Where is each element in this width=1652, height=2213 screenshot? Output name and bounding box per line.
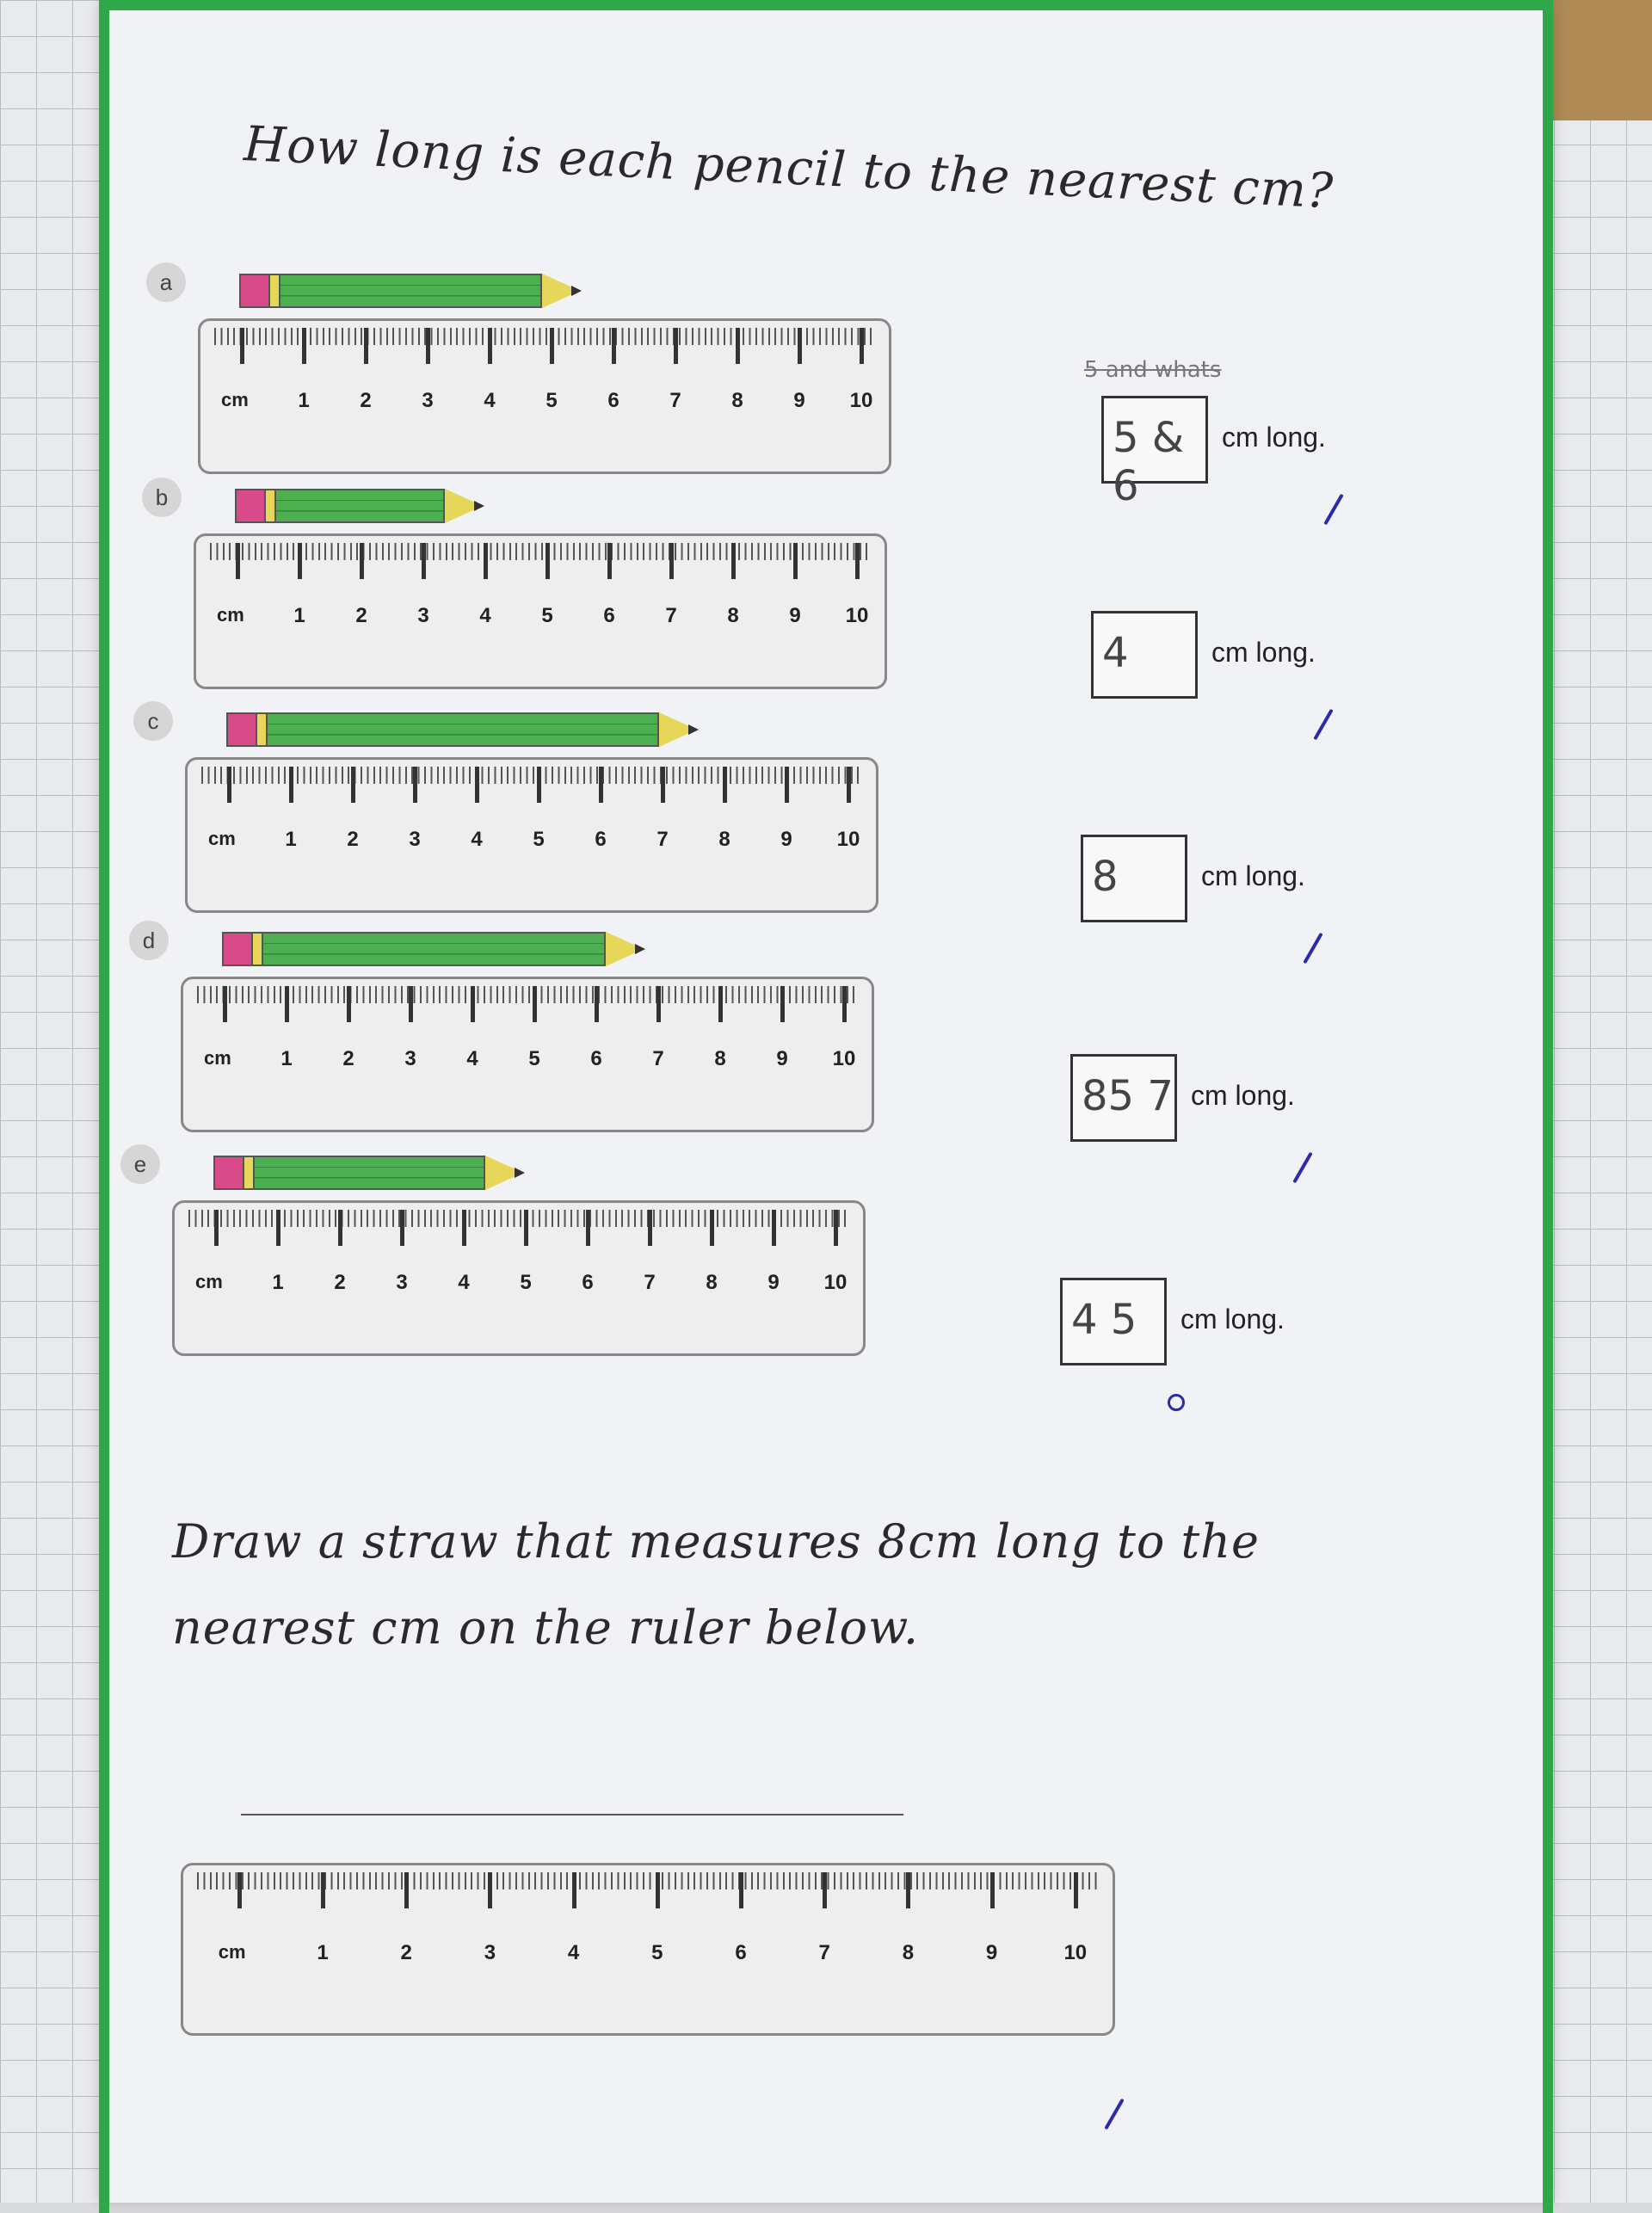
ruler-cm-tick [842,986,847,1022]
pencil-ferrule [270,274,279,308]
ruler-unit-label: cm [204,1046,231,1069]
ruler-number-label: 1 [293,603,305,627]
pencil-body [279,274,542,308]
ruler-number-label: 1 [317,1940,329,1964]
ruler-number-label: 6 [603,603,615,627]
ruler-cm-tick [1074,1872,1078,1908]
pencil-eraser [235,489,266,523]
handwritten-answer: 85 7 [1082,1072,1174,1120]
ruler-cm-tick [488,1872,492,1908]
answer-box-a[interactable] [1101,396,1208,510]
pencil-eraser [226,712,257,747]
ruler-cm-tick [798,328,802,364]
pencil-ferrule [253,932,262,966]
ruler-number-label: 8 [714,1046,726,1070]
ruler-b [194,533,887,689]
ruler-cm-tick [710,1210,714,1246]
ruler-bottom [181,1863,1115,2036]
ruler-cm-tick [718,986,723,1022]
ruler-cm-tick [351,767,355,803]
pencil-ferrule [266,489,274,523]
ruler-cm-tick [823,1872,827,1908]
ruler-cm-tick [338,1210,342,1246]
cm-long-label: cm long. [1222,422,1326,453]
handwritten-answer: 5 & 6 [1113,414,1185,510]
ruler-number-label: 7 [818,1940,830,1964]
ruler-cm-tick [599,767,603,803]
ruler-number-label: 5 [541,603,553,627]
ruler-cm-tick [736,328,740,364]
handwritten-answer: 8 [1092,853,1119,901]
ruler-cm-tick [276,1210,280,1246]
ruler-cm-tick [409,986,413,1022]
pencil-lead [474,501,484,511]
ruler-number-label: 8 [718,827,730,851]
ruler-number-label: 2 [342,1046,354,1070]
ruler-number-label: 10 [849,388,873,412]
ruler-cm-tick [550,328,554,364]
ruler-cm-tick [537,767,541,803]
ruler-number-label: 9 [776,1046,788,1070]
ruler-number-label: 10 [823,1270,848,1294]
ruler-number-label: 4 [458,1270,470,1294]
ruler-cm-tick [360,543,364,579]
ruler-cm-tick [990,1872,995,1908]
ruler-number-label: 7 [644,1270,656,1294]
ruler-millimetre-marks [210,543,871,560]
ruler-cm-tick [488,328,492,364]
ruler-number-label: 2 [347,827,359,851]
ruler-number-label: 7 [656,827,669,851]
ruler-number-label: 10 [836,827,860,851]
ruler-cm-tick [572,1872,576,1908]
ruler-cm-tick [860,328,864,364]
ruler-cm-tick [240,328,244,364]
ruler-d [181,977,874,1132]
ruler-cm-tick [669,543,674,579]
ruler-number-label: 1 [280,1046,293,1070]
ruler-number-label: 3 [484,1940,496,1964]
ruler-millimetre-marks [188,1210,849,1227]
ruler-cm-tick [302,328,306,364]
ruler-number-label: 6 [590,1046,602,1070]
question-letter-e: e [120,1144,160,1184]
ruler-cm-tick [289,767,293,803]
ruler-cm-tick [612,328,616,364]
ruler-unit-label: cm [221,388,249,410]
ruler-millimetre-marks [197,986,858,1003]
ruler-cm-tick [404,1872,409,1908]
pencil-lead [635,944,645,954]
ruler-cm-tick [364,328,368,364]
ruler-cm-tick [285,986,289,1022]
ruler-cm-tick [847,767,851,803]
ruler-number-label: 1 [272,1270,284,1294]
drawn-straw-line [241,1814,903,1815]
ruler-unit-label: cm [195,1270,223,1292]
ruler-cm-tick [400,1210,404,1246]
pencil-eraser [239,274,270,308]
ruler-cm-tick [785,767,789,803]
cm-long-label: cm long. [1211,637,1316,668]
ruler-cm-tick [656,986,661,1022]
pencil-eraser [213,1156,244,1190]
ruler-number-label: 4 [466,1046,478,1070]
pencil-ferrule [244,1156,253,1190]
ruler-number-label: 6 [582,1270,594,1294]
ruler-number-label: 2 [360,388,372,412]
teacher-mark-circle [1168,1394,1185,1411]
answer-box-c[interactable] [1081,835,1187,922]
answer-box-b[interactable] [1091,611,1198,699]
ruler-number-label: 9 [985,1940,998,1964]
ruler-cm-tick [471,986,475,1022]
ruler-cm-tick [855,543,860,579]
ruler-cm-tick [772,1210,776,1246]
answer-box-d[interactable] [1070,1054,1177,1142]
ruler-number-label: 5 [520,1270,532,1294]
ruler-unit-label: cm [208,827,236,849]
ruler-cm-tick [656,1872,660,1908]
ruler-number-label: 10 [1063,1940,1088,1964]
ruler-c [185,757,878,913]
pencil-lead [571,286,582,296]
ruler-number-label: 9 [767,1270,780,1294]
ruler-number-label: 3 [404,1046,416,1070]
ruler-millimetre-marks [201,767,862,784]
ruler-cm-tick [906,1872,910,1908]
crossed-out-note: 5 and whats [1084,357,1222,383]
ruler-number-label: 2 [355,603,367,627]
pencil-e [213,1156,523,1190]
answer-box-e[interactable] [1060,1278,1167,1365]
handwritten-answer: 4 [1102,629,1129,677]
ruler-number-label: 5 [651,1940,663,1964]
ruler-cm-tick [237,1872,242,1908]
ruler-cm-tick [586,1210,590,1246]
pencil-eraser [222,932,253,966]
ruler-number-label: 3 [417,603,429,627]
ruler-number-label: 7 [652,1046,664,1070]
ruler-cm-tick [426,328,430,364]
cm-long-label: cm long. [1191,1080,1295,1111]
ruler-cm-tick [595,986,599,1022]
question-letter-b: b [142,478,182,517]
heading-measure-pencils: How long is each pencil to the nearest cm? [243,116,1335,220]
pencil-d [222,932,644,966]
ruler-number-label: 10 [832,1046,856,1070]
ruler-cm-tick [298,543,302,579]
cm-long-label: cm long. [1201,860,1305,891]
handwritten-answer: 4 5 [1071,1296,1137,1344]
ruler-cm-tick [648,1210,652,1246]
ruler-cm-tick [462,1210,466,1246]
ruler-cm-tick [475,767,479,803]
ruler-number-label: 8 [902,1940,915,1964]
heading-draw-straw-line2: nearest cm on the ruler below. [172,1600,920,1655]
ruler-number-label: 7 [669,388,681,412]
ruler-number-label: 6 [735,1940,747,1964]
ruler-cm-tick [731,543,736,579]
ruler-number-label: 2 [400,1940,412,1964]
ruler-cm-tick [524,1210,528,1246]
ruler-number-label: 4 [479,603,491,627]
ruler-number-label: 3 [422,388,434,412]
pencil-body [253,1156,485,1190]
ruler-cm-tick [780,986,785,1022]
ruler-number-label: 5 [533,827,545,851]
ruler-cm-tick [484,543,488,579]
ruler-number-label: 1 [298,388,310,412]
ruler-cm-tick [723,767,727,803]
question-letter-a: a [146,262,186,302]
ruler-cm-tick [223,986,227,1022]
ruler-millimetre-marks [197,1872,1099,1889]
ruler-cm-tick [533,986,537,1022]
ruler-number-label: 4 [471,827,483,851]
ruler-number-label: 7 [665,603,677,627]
pencil-a [239,274,580,308]
worksheet [99,0,1553,2203]
pencil-lead [515,1168,525,1178]
ruler-number-label: 8 [706,1270,718,1294]
pencil-body [274,489,445,523]
ruler-number-label: 4 [567,1940,580,1964]
ruler-number-label: 9 [789,603,801,627]
pencil-c [226,712,697,747]
ruler-e [172,1200,866,1356]
pencil-body [262,932,606,966]
ruler-number-label: 4 [484,388,496,412]
ruler-cm-tick [227,767,231,803]
ruler-cm-tick [347,986,351,1022]
ruler-number-label: 9 [780,827,792,851]
ruler-cm-tick [793,543,798,579]
ruler-number-label: 8 [727,603,739,627]
ruler-number-label: 6 [607,388,620,412]
ruler-cm-tick [422,543,426,579]
pencil-body [266,712,659,747]
ruler-unit-label: cm [217,603,244,626]
ruler-number-label: 10 [845,603,869,627]
ruler-cm-tick [834,1210,838,1246]
ruler-cm-tick [236,543,240,579]
cm-long-label: cm long. [1180,1304,1285,1335]
ruler-cm-tick [607,543,612,579]
ruler-cm-tick [674,328,678,364]
ruler-cm-tick [321,1872,325,1908]
ruler-number-label: 9 [793,388,805,412]
ruler-millimetre-marks [214,328,875,345]
ruler-number-label: 5 [546,388,558,412]
pencil-lead [688,724,699,735]
ruler-cm-tick [546,543,550,579]
question-letter-c: c [133,701,173,741]
ruler-cm-tick [214,1210,219,1246]
ruler-cm-tick [413,767,417,803]
ruler-number-label: 6 [595,827,607,851]
ruler-number-label: 3 [396,1270,408,1294]
ruler-cm-tick [661,767,665,803]
question-letter-d: d [129,921,169,960]
heading-draw-straw-line1: Draw a straw that measures 8cm long to the [172,1514,1260,1569]
ruler-number-label: 3 [409,827,421,851]
pencil-b [235,489,483,523]
pencil-ferrule [257,712,266,747]
ruler-number-label: 5 [528,1046,540,1070]
ruler-cm-tick [739,1872,743,1908]
ruler-number-label: 1 [285,827,297,851]
ruler-unit-label: cm [218,1940,246,1963]
ruler-number-label: 8 [731,388,743,412]
ruler-a [198,318,891,474]
ruler-number-label: 2 [334,1270,346,1294]
